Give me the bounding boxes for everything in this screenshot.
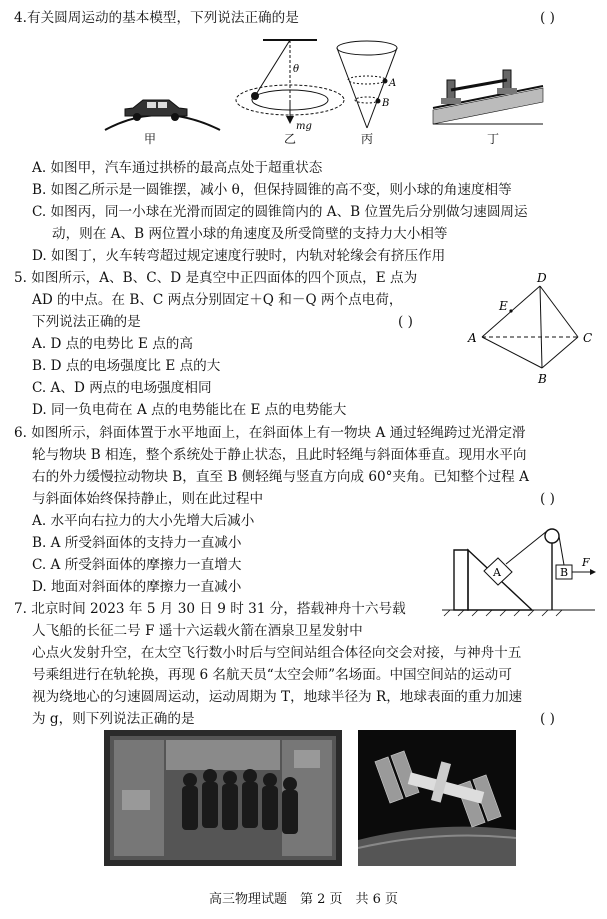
q6-option-b: B. A 所受斜面体的支持力一直减小: [32, 535, 242, 551]
q5-stem-2: AD 的中点。在 B、C 两点分别固定＋Q 和－Q 两个点电荷，: [32, 292, 403, 308]
q4-option-d: D. 如图丁，火车转弯超过规定速度行驶时，内轨对轮缘会有挤压作用: [32, 248, 446, 264]
tetrahedron-figure: [460, 270, 600, 395]
q4-option-c: C. 如图丙，同一小球在光滑而固定的圆锥筒内的 A、B 位置先后分别做匀速圆周运: [32, 204, 528, 220]
svg-text:F: F: [582, 556, 590, 569]
q6-stem-2: 轮与物块 B 相连，整个系统处于静止状态，且此时轻绳与斜面体垂直。现用水平向: [32, 447, 527, 463]
q5-option-a: A. D 点的电势比 E 点的高: [32, 336, 193, 352]
q6-stem-4: 与斜面体始终保持静止，则在此过程中: [32, 491, 264, 507]
q4-answer-paren: ( ): [540, 10, 555, 26]
q7-stem-4: 号乘组进行在轨轮换，再现 6 名航天员“太空会师”名场面。中国空间站的运动可: [32, 667, 512, 683]
q5-stem-3: 下列说法正确的是: [32, 314, 141, 330]
q6-stem-3: 右的外力缓慢拉动物块 B，直至 B 侧轻绳与竖直方向成 60°夹角。已知整个过程 A: [32, 469, 529, 485]
q5-stem-1: 5. 如图所示，A、B、C、D 是真空中正四面体的四个顶点，E 点为: [14, 270, 418, 286]
svg-text:B: B: [538, 372, 547, 386]
svg-text:B: B: [382, 98, 390, 109]
q4-stem: 4.有关圆周运动的基本模型，下列说法正确的是: [14, 10, 299, 26]
q4-option-b: B. 如图乙所示是一圆锥摆，减小 θ，但保持圆锥的高不变，则小球的角速度相等: [32, 182, 512, 198]
svg-text:A: A: [389, 78, 397, 89]
svg-text:D: D: [537, 271, 547, 285]
q6-option-d: D. 地面对斜面体的摩擦力一直减小: [32, 579, 242, 595]
cone-figure: [337, 41, 397, 128]
svg-text:A: A: [493, 566, 501, 579]
q7-answer-paren: ( ): [540, 711, 555, 727]
q7-stem-3: 心点火发射升空，在太空飞行数小时后与空间站组合体径向交会对接，与神舟十五: [32, 645, 522, 661]
q6-option-c: C. A 所受斜面体的摩擦力一直增大: [32, 557, 242, 573]
q7-stem-6: 为 g，则下列说法正确的是: [32, 711, 195, 727]
q5-option-c: C. A、D 两点的电场强度相同: [32, 380, 212, 396]
figure-label-yi: 乙: [283, 132, 296, 146]
svg-text:θ: θ: [293, 64, 300, 75]
svg-text:B: B: [560, 566, 569, 579]
space-station-photo: [358, 730, 516, 866]
figure-label-ding: 丁: [486, 132, 499, 146]
svg-text:E: E: [499, 299, 508, 313]
figure-label-bing: 丙: [360, 132, 373, 146]
page-footer: 高三物理试题 第 2 页 共 6 页: [208, 892, 399, 907]
svg-text:A: A: [468, 331, 477, 345]
astronauts-photo: [104, 730, 342, 866]
q5-answer-paren: ( ): [398, 314, 413, 330]
conical-pendulum-figure: [236, 40, 344, 132]
car-on-bridge-figure: [105, 100, 220, 130]
q7-stem-1: 7. 北京时间 2023 年 5 月 30 日 9 时 31 分，搭载神舟十六号载: [14, 601, 406, 617]
train-track-figure: [433, 70, 543, 124]
figure-label-jia: 甲: [143, 132, 156, 146]
q4-option-c-cont: 动，则在 A、B 两位置小球的角速度及所受筒壁的支持力大小相等: [52, 226, 448, 242]
q7-stem-5: 视为绕地心的匀速圆周运动，运动周期为 T，地球半径为 R，地球表面的重力加速: [32, 689, 523, 705]
q6-option-a: A. 水平向右拉力的大小先增大后减小: [32, 513, 255, 529]
q4-option-a: A. 如图甲，汽车通过拱桥的最高点处于超重状态: [32, 160, 323, 176]
svg-text:C: C: [583, 331, 593, 345]
q6-answer-paren: ( ): [540, 491, 555, 507]
q7-stem-2: 人飞船的长征二号 F 遥十六运载火箭在酒泉卫星发射中: [32, 623, 363, 639]
svg-text:mg: mg: [296, 121, 312, 132]
q6-stem-1: 6. 如图所示，斜面体置于水平地面上，在斜面体上有一物块 A 通过轻绳跨过光滑定滑: [14, 425, 526, 441]
incline-pulley-figure: [440, 518, 600, 618]
q5-option-b: B. D 点的电场强度比 E 点的大: [32, 358, 221, 374]
q5-option-d: D. 同一负电荷在 A 点的电势能比在 E 点的电势能大: [32, 402, 347, 418]
